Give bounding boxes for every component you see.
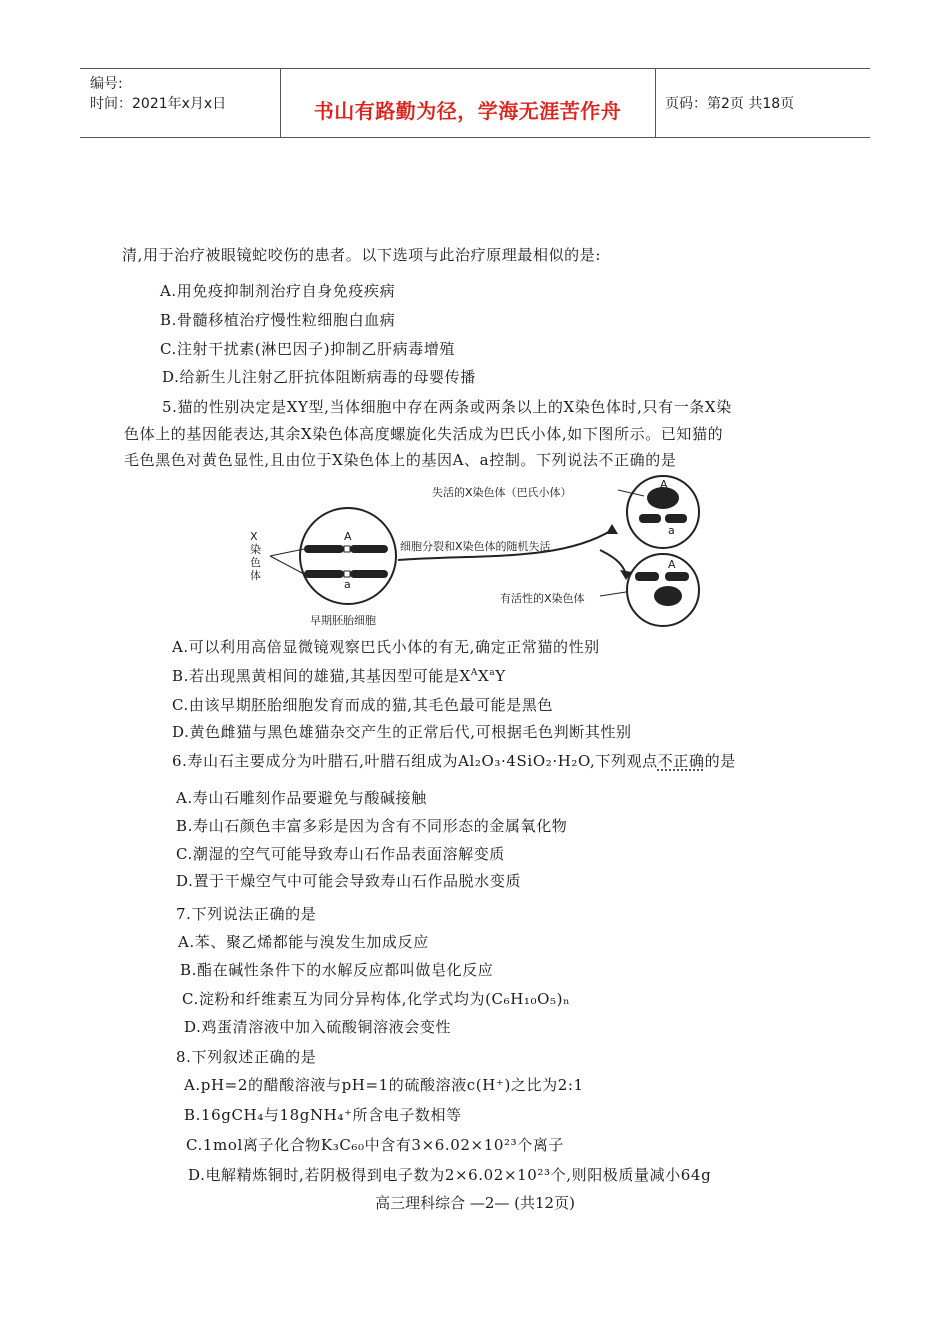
barr-body-diagram [240, 472, 740, 630]
q5-stem-line3: 毛色黑色对黄色显性,且由位于X染色体上的基因A、a控制。下列说法不正确的是 [124, 451, 677, 469]
q7-stem: 7.下列说法正确的是 [176, 905, 317, 923]
x-chromosome-b-left [304, 570, 344, 578]
active-x-top-left [639, 514, 661, 523]
allele-a-lower: a [344, 578, 351, 591]
q6-option-b: B.寿山石颜色丰富多彩是因为含有不同形态的金属氧化物 [176, 817, 568, 835]
number-label: 编号: [90, 76, 123, 92]
q4-stem: 清,用于治疗被眼镜蛇咬伤的患者。以下选项与此治疗原理最相似的是: [122, 246, 602, 264]
barr-body-bottom [654, 586, 682, 606]
q7-option-c: C.淀粉和纤维素互为同分异构体,化学式均为(C₆H₁₀O₅)ₙ [182, 990, 571, 1008]
q5-option-a: A.可以利用高倍显微镜观察巴氏小体的有无,确定正常猫的性别 [172, 638, 600, 656]
active-x-bottom-left [635, 572, 659, 581]
q6-option-c: C.潮湿的空气可能导致寿山石作品表面溶解变质 [176, 845, 505, 863]
q7-option-a: A.苯、聚乙烯都能与溴发生加成反应 [178, 933, 429, 951]
centromere-a [344, 546, 350, 552]
allele-a-upper: A [344, 530, 352, 543]
q6-option-a: A.寿山石雕刻作品要避免与酸碱接触 [176, 789, 427, 807]
q8-option-b: B.16gCH₄与18gNH₄⁺所含电子数相等 [184, 1106, 462, 1124]
header-page-cell [655, 69, 870, 137]
label-early-cell: 早期胚胎细胞 [310, 614, 376, 627]
q5-option-b-suffix: Y [495, 667, 506, 685]
header-meta-cell [80, 69, 281, 137]
pointer-active [600, 592, 626, 596]
q8-option-a: A.pH=2的醋酸溶液与pH=1的硫酸溶液c(H⁺)之比为2:1 [184, 1076, 584, 1094]
q6-stem-prefix: 6.寿山石主要成分为叶腊石,叶腊石组成为Al₂O₃·4SiO₂·H₂O,下列观点 [172, 752, 658, 770]
centromere-b [344, 571, 350, 577]
page-info: 页码：第2页 共18页 [665, 96, 795, 112]
header-motto-cell [280, 69, 656, 137]
label-x-chromosome: X染色体 [250, 530, 261, 582]
pointer-line-2 [270, 556, 304, 574]
q4-option-a: A.用免疫抑制剂治疗自身免疫疾病 [160, 282, 396, 300]
x-chromosome-a-right [350, 545, 388, 553]
q8-option-d: D.电解精炼铜时,若阴极得到电子数为2×6.02×10²³个,则阳极质量减小64g [188, 1166, 712, 1184]
allele-a-top-cell: A [660, 478, 668, 491]
q6-option-d: D.置于干燥空气中可能会导致寿山石作品脱水变质 [176, 872, 522, 890]
q6-stem-emphasis: 不正确 [657, 752, 705, 770]
allele-a-top-cell-lower: a [668, 524, 675, 537]
q7-option-d: D.鸡蛋清溶液中加入硫酸铜溶液会变性 [184, 1018, 452, 1036]
q8-option-c: C.1mol离子化合物K₃C₆₀中含有3×6.02×10²³个离子 [186, 1136, 565, 1154]
q4-option-d: D.给新生儿注射乙肝抗体阻断病毒的母婴传播 [162, 368, 476, 386]
pointer-line-1 [270, 549, 304, 556]
q4-option-c: C.注射干扰素(淋巴因子)抑制乙肝病毒增殖 [160, 340, 456, 358]
q5-option-b-mid: X [477, 667, 490, 685]
q7-option-b: B.酯在碱性条件下的水解反应都叫做皂化反应 [180, 961, 494, 979]
active-x-bottom-right [665, 572, 689, 581]
page-header [80, 68, 870, 138]
label-process: 细胞分裂和X染色体的随机失活 [400, 540, 551, 553]
q8-stem: 8.下列叙述正确的是 [176, 1048, 317, 1066]
q5-option-b-prefix: B.若出现黑黄相间的雄猫,其基因型可能是X [172, 667, 471, 685]
allele-a-bottom-cell: A [668, 558, 676, 571]
q6-stem-suffix: 的是 [704, 752, 736, 770]
q5-option-c: C.由该早期胚胎细胞发育而成的猫,其毛色最可能是黑色 [172, 696, 554, 714]
allele-a-bottom-cell-lower: a [670, 602, 677, 615]
q5-option-d: D.黄色雌猫与黑色雄猫杂交产生的正常后代,可根据毛色判断其性别 [172, 723, 632, 741]
q5-stem-line1: 5.猫的性别决定是XY型,当体细胞中存在两条或两条以上的X染色体时,只有一条X染 [162, 398, 732, 416]
q5-option-b-sup2: a [489, 668, 496, 678]
q5-option-b [172, 665, 506, 686]
label-active: 有活性的X染色体 [500, 592, 585, 605]
x-chromosome-a-left [304, 545, 344, 553]
q5-option-b-sup1: A [470, 668, 478, 678]
label-inactive: 失活的X染色体（巴氏小体） [432, 486, 572, 499]
arrow-head-up [606, 524, 618, 534]
motto: 书山有路勤为径，学海无涯苦作舟 [313, 99, 622, 123]
time-label: 时间：2021年x月x日 [90, 96, 227, 112]
q5-stem-line2: 色体上的基因能表达,其余X染色体高度螺旋化失活成为巴氏小体,如下图所示。已知猫的 [124, 425, 724, 443]
q4-option-b: B.骨髓移植治疗慢性粒细胞白血病 [160, 311, 396, 329]
x-chromosome-b-right [350, 570, 388, 578]
page-footer: 高三理科综合 —2— (共12页) [375, 1194, 575, 1212]
q6-stem [172, 750, 736, 771]
active-x-top-right [665, 514, 687, 523]
